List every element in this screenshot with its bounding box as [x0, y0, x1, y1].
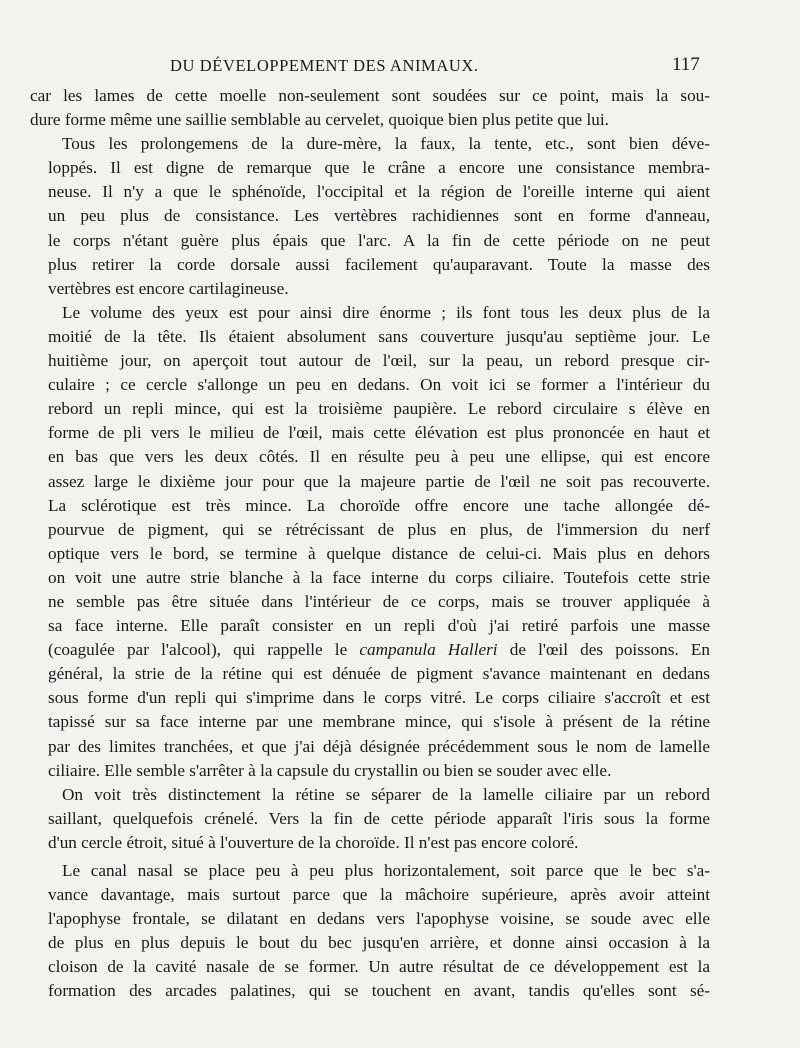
- text-line: ne semble pas être située dans l'intérieur de ce corps, mais se trouver appliquée à: [48, 591, 710, 611]
- text-line: par des limites tranchées, et que j'ai déjà désignée précédemment sous le nom de lamelle: [48, 736, 710, 756]
- text-line: général, la strie de la rétine qui est dénuée de pigment s'avance maintenant en dedans: [48, 664, 710, 684]
- running-head: [0, 52, 800, 82]
- text-line: forme de pli vers le milieu de l'œil, mais cette élévation est plus prononcée en haut et: [48, 423, 710, 443]
- text-line: culaire ; ce cercle s'allonge un peu en dedans. On voit ici se former a l'intérieur du: [48, 375, 710, 395]
- paragraph-3: [30, 301, 710, 783]
- paragraph-2: [30, 132, 710, 301]
- text-line: sa face interne. Elle paraît consister en un repli d'où j'ai retiré parfois une masse: [48, 616, 710, 636]
- text-line: le corps n'étant guère plus épais que l'arc. A la fin de cette période on ne peut: [48, 230, 710, 250]
- text-line: optique vers le bord, se termine à quelque distance de celui-ci. Mais plus en dehors: [48, 543, 710, 563]
- text-line-with-italic: [30, 638, 710, 662]
- text-segment: de l'œil des poissons. En: [497, 640, 711, 660]
- text-line: pourvue de pigment, qui se rétrécissant de plus en plus, de l'immersion du nerf: [48, 519, 710, 539]
- text-line: dure forme même une saillie semblable au cervelet, quoique bien plus petite que lui.: [30, 110, 609, 130]
- text-line: vance davantage, mais surtout parce que la mâchoire supérieure, après avoir atteint: [48, 885, 710, 905]
- text-line: vertèbres est encore cartilagineuse.: [48, 278, 289, 298]
- text-line: saillant, quelquefois crénelé. Vers la fin de cette période apparaît l'iris sous la forme: [48, 808, 710, 828]
- text-line: d'un cercle étroit, situé à l'ouverture de la choroïde. Il n'est pas encore coloré.: [48, 832, 579, 852]
- text-line: tapissé sur sa face interne par une membrane mince, qui s'isole à présent de la rétine: [48, 712, 710, 732]
- text-line: assez large le dixième jour pour que la majeure partie de l'œil ne soit pas recouverte.: [48, 471, 710, 491]
- running-title: DU DÉVELOPPEMENT DES ANIMAUX.: [170, 56, 479, 75]
- text-segment: (coagulée par l'alcool), qui rappelle le: [48, 640, 360, 660]
- text-line: formation des arcades palatines, qui se touchent en avant, tandis qu'elles sont sé-: [48, 981, 710, 1001]
- text-line: de plus en plus depuis le bout du bec jusqu'en arrière, et donne ainsi occasion à la: [48, 933, 710, 953]
- text-line: l'apophyse frontale, se dilatant en dedans vers l'apophyse voisine, se soude avec elle: [48, 909, 710, 929]
- paragraph-4: [30, 783, 710, 855]
- text-line: un peu plus de consistance. Les vertèbres rachidiennes sont en forme d'anneau,: [48, 206, 710, 226]
- page-number: 117: [672, 54, 700, 75]
- text-line: On voit très distinctement la rétine se séparer de la lamelle ciliaire par un rebord: [62, 784, 710, 804]
- text-line: Tous les prolongemens de la dure-mère, la faux, la tente, etc., sont bien déve-: [62, 134, 710, 154]
- text-line: on voit une autre strie blanche à la face interne du corps ciliaire. Toutefois cette strie: [48, 567, 710, 587]
- paragraph-5: [30, 859, 710, 1004]
- text-line: sous forme d'un repli qui s'imprime dans le corps vitré. Le corps ciliaire s'accroît et est: [48, 688, 710, 708]
- text-line: cloison de la cavité nasale de se former. Un autre résultat de ce développement est la: [48, 957, 710, 977]
- text-line: rebord un repli mince, qui est la troisième paupière. Le rebord circulaire s élève en: [48, 399, 710, 419]
- paragraph-1: [30, 84, 710, 132]
- text-line: ciliaire. Elle semble s'arrêter à la capsule du crystallin ou bien se souder avec elle.: [48, 760, 612, 780]
- text-line: moitié de la tête. Ils étaient absolument sans couverture jusqu'au septième jour. Le: [48, 326, 710, 346]
- text-line: La sclérotique est très mince. La choroïde offre encore une tache allongée dé-: [48, 495, 710, 515]
- italic-term: campanula Halleri: [359, 640, 498, 660]
- text-line: Le volume des yeux est pour ainsi dire énorme ; ils font tous les deux plus de la: [62, 302, 710, 322]
- text-line: loppés. Il est digne de remarque que le crâne a encore une consistance membra-: [48, 158, 710, 178]
- text-line: huitième jour, on aperçoit tout autour de l'œil, sur la peau, un rebord presque cir-: [48, 351, 710, 371]
- text-line: neuse. Il n'y a que le sphénoïde, l'occipital et la région de l'oreille interne qui aient: [48, 182, 710, 202]
- text-line: car les lames de cette moelle non-seulement sont soudées sur ce point, mais la sou-: [30, 86, 710, 105]
- body-text: [30, 84, 710, 1004]
- text-line: Le canal nasal se place peu à peu plus horizontalement, soit parce que le bec s'a-: [62, 861, 710, 880]
- text-line: plus retirer la corde dorsale aussi facilement qu'auparavant. Toute la masse des: [48, 254, 710, 274]
- text-line: en bas que vers les deux côtés. Il en résulte peu à peu une ellipse, qui est encore: [48, 447, 710, 467]
